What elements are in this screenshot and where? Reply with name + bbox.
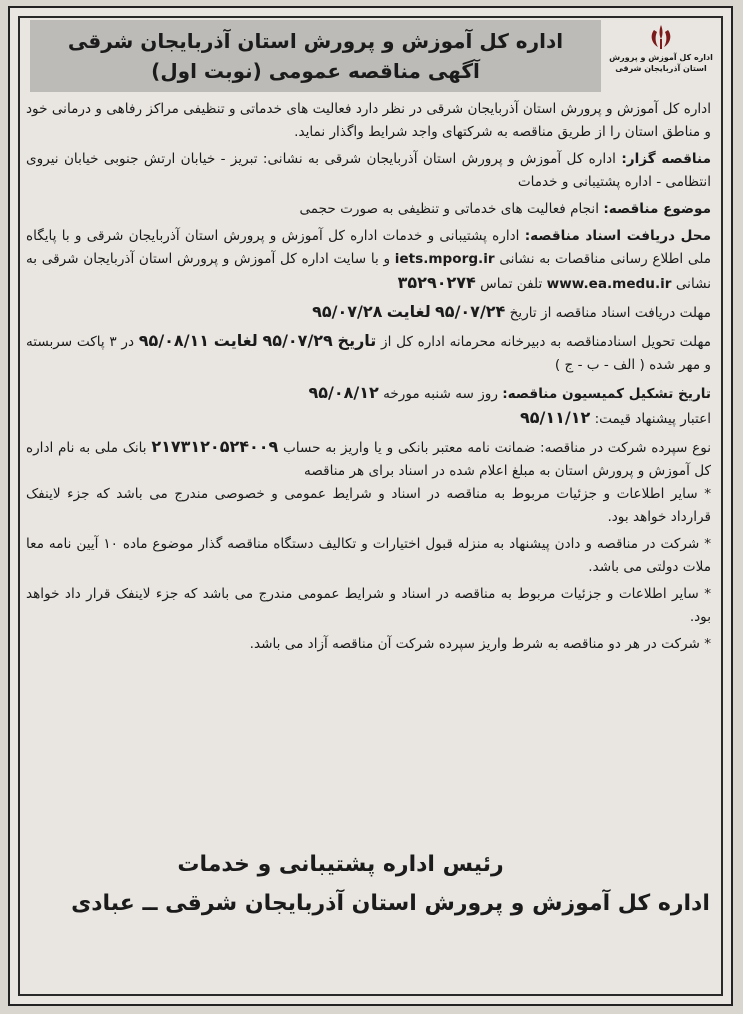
documents-label: محل دریافت اسناد مناقصه: xyxy=(524,228,711,244)
organization-logo xyxy=(601,20,721,92)
notice-body xyxy=(26,98,711,656)
receive-to-label: لغایت xyxy=(386,302,431,321)
signature-name: اداره کل آموزش و پرورش استان آذربایجان شرقی ــ عبادی xyxy=(71,891,710,916)
validity-date: ۹۵/۱۱/۱۲ xyxy=(519,408,591,427)
intro-paragraph: اداره کل آموزش و پرورش استان آذربایجان شرقی در نظر دارد فعالیت های خدماتی و تنظیفی مراکز رفاهی و درمانی خود و مناطق استان را از طریق مناقصه به شرکتهای واجد شرایط واگذار نماید. xyxy=(26,101,711,140)
tender-party xyxy=(26,148,711,194)
subject xyxy=(26,198,711,221)
commission-text: روز سه شنبه مورخه xyxy=(383,386,498,402)
deposit-text-2: بانک ملی به نام اداره کل آموزش و پرورش استان به مبلغ اعلام شده در اسناد برای هر مناقصه xyxy=(26,440,711,479)
signature-block xyxy=(30,846,711,924)
phone-number: ۳۵۲۹۰۲۷۴ xyxy=(397,273,476,292)
documents-text-1: اداره پشتیبانی و خدمات اداره کل آموزش و پرورش استان آذربایجان شرقی و با پایگاه ملی اطلاع رسانی مناقصات به نشانی xyxy=(26,228,711,267)
tender-party-label: مناقصه گزار: xyxy=(621,151,711,167)
commission-date-value: ۹۵/۰۸/۱۲ xyxy=(308,383,379,402)
delivery-date-label: تاریخ xyxy=(337,331,377,350)
delivery-deadline xyxy=(26,329,711,377)
receive-deadline-text: مهلت دریافت اسناد مناقصه از تاریخ xyxy=(509,305,711,321)
price-validity xyxy=(26,406,711,431)
title-band xyxy=(30,20,601,92)
delivery-text-2: در ۳ پاکت سربسته و مهر شده ( الف - ب - ج ) xyxy=(26,334,711,373)
commission-label: تاریخ تشکیل کمیسیون مناقصه: xyxy=(502,386,711,402)
tender-site-link[interactable]: iets.mporg.ir xyxy=(394,251,495,267)
note-item: * شرکت در هر دو مناقصه به شرط واریز سپرده شرکت آن مناقصه آزاد می باشد. xyxy=(249,636,711,652)
emblem-icon xyxy=(646,22,676,52)
validity-label: اعتبار پیشنهاد قیمت: xyxy=(594,411,711,427)
deposit-info xyxy=(26,435,711,483)
notice-paper xyxy=(8,6,733,1006)
notice-title: اداره کل آموزش و پرورش استان آذربایجان شرقی xyxy=(67,29,564,53)
deposit-text-1: نوع سپرده شرکت در مناقصه: ضمانت نامه معتبر بانکی و یا واریز به حساب xyxy=(283,440,712,456)
documents-text-2: و با سایت اداره کل آموزش و پرورش استان آذربایجان شرقی به نشانی xyxy=(26,251,711,292)
subject-label: موضوع مناقصه: xyxy=(603,201,711,217)
tender-party-text: اداره کل آموزش و پرورش استان آذربایجان شرقی به نشانی: تبریز - خیابان ارتش جنوبی خیابان نیروی انتظامی - اداره پشتیبانی و خدمات xyxy=(26,151,711,190)
notice-header xyxy=(20,20,721,92)
subject-text: انجام فعالیت های خدماتی و تنظیفی به صورت حجمی xyxy=(299,201,599,217)
notice-subtitle: آگهی مناقصه عمومی (نوبت اول) xyxy=(151,59,480,83)
deposit-account: ۲۱۷۳۱۲۰۵۲۴۰۰۹ xyxy=(151,437,279,456)
logo-text-2: استان آذربایجان شرقی xyxy=(615,64,707,73)
signature-title: رئیس اداره پشتیبانی و خدمات xyxy=(177,852,504,877)
org-site-link[interactable]: www.ea.medu.ir xyxy=(546,276,672,292)
logo-text-1: اداره کل آموزش و پرورش xyxy=(609,53,713,62)
phone-label: تلفن تماس xyxy=(480,276,543,292)
note-item: * شرکت در مناقصه و دادن پیشنهاد به منزله قبول اختیارات و تکالیف دستگاه مناقصه گذار موضوع ماده ۱۰ آیین نامه معا ملات دولتی می باشد. xyxy=(26,536,711,575)
receive-deadline xyxy=(26,300,711,325)
commission-date xyxy=(26,381,711,406)
note-item: * سایر اطلاعات و جزئیات مربوط به مناقصه در اسناد و شرایط عمومی و خصوصی مندرج می باشد که جزء لاینفک قرارداد خواهد بود. xyxy=(26,486,711,525)
note-item: * سایر اطلاعات و جزئیات مربوط به مناقصه در اسناد و شرایط عمومی مندرج می باشد که جزء لاینفک قرار داد خواهد بود. xyxy=(26,586,711,625)
delivery-from-date: ۹۵/۰۷/۲۹ xyxy=(262,331,333,350)
delivery-text-1: مهلت تحویل اسنادمناقصه به دبیرخانه محرمانه اداره کل از xyxy=(381,334,712,350)
delivery-to-date: ۹۵/۰۸/۱۱ xyxy=(138,331,210,350)
receive-to-date: ۹۵/۰۷/۲۸ xyxy=(312,302,383,321)
delivery-to-label: لغایت xyxy=(213,331,258,350)
documents-location xyxy=(26,225,711,296)
receive-from-date: ۹۵/۰۷/۲۴ xyxy=(435,302,506,321)
